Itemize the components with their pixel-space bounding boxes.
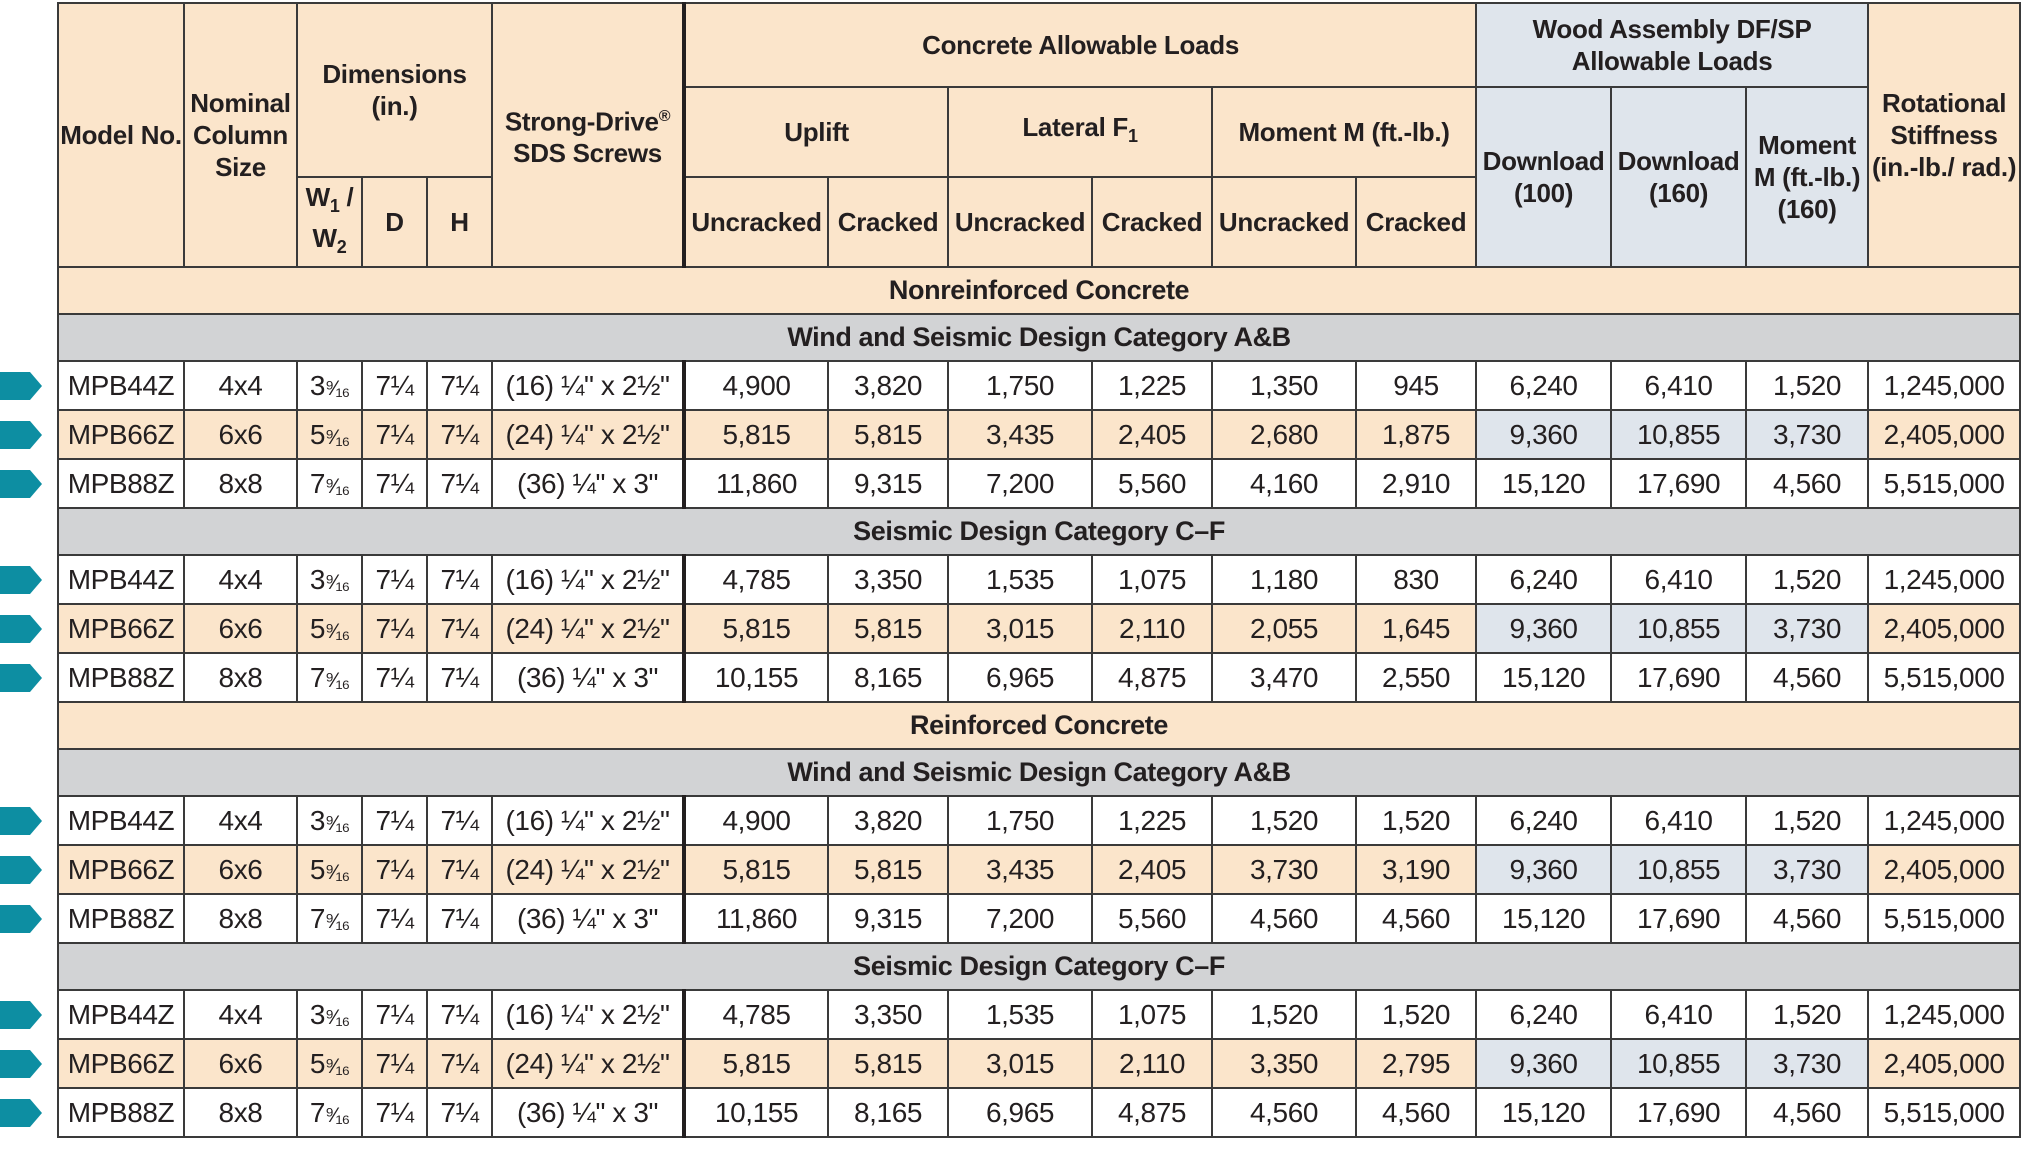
lateral-uncracked-cell: 6,965 xyxy=(948,1088,1092,1137)
uplift-cracked-cell: 9,315 xyxy=(828,459,948,508)
moment-wood-cell: 1,520 xyxy=(1746,796,1868,845)
moment-uncracked-cell: 4,160 xyxy=(1212,459,1356,508)
download-160-cell: 17,690 xyxy=(1611,459,1746,508)
lateral-cracked-cell: 2,110 xyxy=(1092,1039,1212,1088)
lateral-uncracked-cell: 7,200 xyxy=(948,894,1092,943)
category-heading-row xyxy=(58,943,2020,990)
model-cell: MPB66Z xyxy=(58,845,184,894)
width-whole: 3 xyxy=(309,998,326,1030)
table-row xyxy=(58,555,2020,604)
download-100-cell: 15,120 xyxy=(1476,894,1611,943)
uplift-cracked-cell: 3,350 xyxy=(828,555,948,604)
row-marker-arrow-icon xyxy=(0,1001,42,1029)
size-cell: 6x6 xyxy=(184,845,297,894)
size-cell: 8x8 xyxy=(184,1088,297,1137)
model-cell: MPB88Z xyxy=(58,894,184,943)
table-row xyxy=(58,604,2020,653)
download-160-cell: 6,410 xyxy=(1611,555,1746,604)
lateral-uncracked-cell: 1,535 xyxy=(948,990,1092,1039)
width-fraction: ⁹⁄₁₆ xyxy=(325,1005,350,1029)
width-cell xyxy=(297,653,362,702)
moment-wood-cell: 4,560 xyxy=(1746,1088,1868,1137)
download-160-cell: 17,690 xyxy=(1611,1088,1746,1137)
size-cell: 8x8 xyxy=(184,894,297,943)
size-cell: 4x4 xyxy=(184,990,297,1039)
header-d: D xyxy=(362,177,427,267)
height-cell: 7¼ xyxy=(427,796,492,845)
uplift-uncracked-cell: 5,815 xyxy=(684,845,828,894)
width-fraction: ⁹⁄₁₆ xyxy=(325,668,350,692)
model-cell: MPB88Z xyxy=(58,653,184,702)
width-fraction: ⁹⁄₁₆ xyxy=(325,376,350,400)
screws-cell: (36) ¼" x 3" xyxy=(492,894,684,943)
moment-cracked-cell: 2,910 xyxy=(1356,459,1476,508)
width-whole: 7 xyxy=(309,467,326,499)
header-concrete-allowable-loads: Concrete Allowable Loads xyxy=(684,3,1476,87)
table-row xyxy=(58,990,2020,1039)
download-160-cell: 17,690 xyxy=(1611,653,1746,702)
moment-cracked-cell: 2,550 xyxy=(1356,653,1476,702)
download-160-cell: 10,855 xyxy=(1611,410,1746,459)
height-cell: 7¼ xyxy=(427,653,492,702)
width-fraction: ⁹⁄₁₆ xyxy=(325,570,350,594)
header-lateral-uncracked: Uncracked xyxy=(948,177,1092,267)
width-cell xyxy=(297,459,362,508)
moment-uncracked-cell: 4,560 xyxy=(1212,1088,1356,1137)
moment-uncracked-cell: 2,055 xyxy=(1212,604,1356,653)
moment-wood-cell: 1,520 xyxy=(1746,361,1868,410)
moment-uncracked-cell: 3,350 xyxy=(1212,1039,1356,1088)
width-whole: 7 xyxy=(309,902,326,934)
section-heading-row xyxy=(58,267,2020,314)
header-wood-assembly-loads: Wood Assembly DF/SP Allowable Loads xyxy=(1476,3,1868,87)
depth-cell: 7¼ xyxy=(362,1088,427,1137)
uplift-cracked-cell: 8,165 xyxy=(828,1088,948,1137)
lateral-cracked-cell: 5,560 xyxy=(1092,894,1212,943)
screws-cell: (24) ¼" x 2½" xyxy=(492,410,684,459)
lateral-uncracked-cell: 1,750 xyxy=(948,796,1092,845)
moment-uncracked-cell: 1,520 xyxy=(1212,990,1356,1039)
moment-uncracked-cell: 1,350 xyxy=(1212,361,1356,410)
depth-cell: 7¼ xyxy=(362,459,427,508)
download-160-cell: 10,855 xyxy=(1611,1039,1746,1088)
moment-cracked-cell: 3,190 xyxy=(1356,845,1476,894)
header-moment-concrete: Moment M (ft.-lb.) xyxy=(1212,87,1476,177)
rotational-stiffness-cell: 1,245,000 xyxy=(1868,990,2020,1039)
header-uplift-cracked: Cracked xyxy=(828,177,948,267)
screws-cell: (16) ¼" x 2½" xyxy=(492,990,684,1039)
row-marker-arrow-icon xyxy=(0,1099,42,1127)
moment-cracked-cell: 2,795 xyxy=(1356,1039,1476,1088)
uplift-cracked-cell: 5,815 xyxy=(828,410,948,459)
uplift-cracked-cell: 3,820 xyxy=(828,796,948,845)
depth-cell: 7¼ xyxy=(362,796,427,845)
depth-cell: 7¼ xyxy=(362,894,427,943)
width-cell xyxy=(297,845,362,894)
download-100-cell: 15,120 xyxy=(1476,653,1611,702)
rotational-stiffness-cell: 1,245,000 xyxy=(1868,555,2020,604)
registered-mark: ® xyxy=(658,107,671,125)
row-marker-arrow-icon xyxy=(0,1050,42,1078)
screws-cell: (16) ¼" x 2½" xyxy=(492,361,684,410)
moment-cracked-cell: 945 xyxy=(1356,361,1476,410)
rotational-stiffness-cell: 5,515,000 xyxy=(1868,459,2020,508)
screws-cell: (16) ¼" x 2½" xyxy=(492,796,684,845)
row-marker-arrow-icon xyxy=(0,664,42,692)
width-whole: 5 xyxy=(309,853,326,885)
width-whole: 7 xyxy=(309,661,326,693)
uplift-uncracked-cell: 4,900 xyxy=(684,361,828,410)
load-table-container xyxy=(57,2,2019,1138)
model-cell: MPB88Z xyxy=(58,1088,184,1137)
depth-cell: 7¼ xyxy=(362,990,427,1039)
moment-cracked-cell: 830 xyxy=(1356,555,1476,604)
lateral-cracked-cell: 2,405 xyxy=(1092,410,1212,459)
width-whole: 5 xyxy=(309,418,326,450)
lateral-cracked-cell: 2,110 xyxy=(1092,604,1212,653)
header-moment-uncracked: Uncracked xyxy=(1212,177,1356,267)
uplift-uncracked-cell: 5,815 xyxy=(684,604,828,653)
rotational-stiffness-cell: 1,245,000 xyxy=(1868,796,2020,845)
uplift-uncracked-cell: 5,815 xyxy=(684,1039,828,1088)
header-screws-label: SDS Screws xyxy=(513,138,662,169)
rotational-stiffness-cell: 5,515,000 xyxy=(1868,894,2020,943)
moment-wood-cell: 1,520 xyxy=(1746,990,1868,1039)
moment-uncracked-cell: 3,730 xyxy=(1212,845,1356,894)
uplift-uncracked-cell: 10,155 xyxy=(684,1088,828,1137)
lateral-cracked-cell: 1,075 xyxy=(1092,990,1212,1039)
height-cell: 7¼ xyxy=(427,1088,492,1137)
width-cell xyxy=(297,894,362,943)
uplift-uncracked-cell: 4,900 xyxy=(684,796,828,845)
row-marker-arrow-icon xyxy=(0,905,42,933)
height-cell: 7¼ xyxy=(427,410,492,459)
depth-cell: 7¼ xyxy=(362,604,427,653)
rotational-stiffness-cell: 2,405,000 xyxy=(1868,410,2020,459)
download-100-cell: 6,240 xyxy=(1476,555,1611,604)
header-w1-w2: $W_1 / W_2$ xyxy=(297,177,362,267)
size-cell: 6x6 xyxy=(184,604,297,653)
download-160-cell: 6,410 xyxy=(1611,361,1746,410)
screws-cell: (16) ¼" x 2½" xyxy=(492,555,684,604)
header-lateral-label: Lateral F xyxy=(1022,112,1128,143)
screws-cell: (24) ¼" x 2½" xyxy=(492,845,684,894)
row-marker-arrow-icon xyxy=(0,421,42,449)
section-heading: Nonreinforced Concrete xyxy=(58,267,2020,314)
depth-cell: 7¼ xyxy=(362,845,427,894)
table-row xyxy=(58,459,2020,508)
table-body xyxy=(58,267,2020,1137)
header-sds-screws xyxy=(492,3,684,267)
screws-cell: (24) ¼" x 2½" xyxy=(492,1039,684,1088)
screws-cell: (36) ¼" x 3" xyxy=(492,459,684,508)
height-cell: 7¼ xyxy=(427,894,492,943)
width-fraction: ⁹⁄₁₆ xyxy=(325,425,350,449)
download-100-cell: 15,120 xyxy=(1476,1088,1611,1137)
moment-cracked-cell: 4,560 xyxy=(1356,894,1476,943)
row-marker-arrow-icon xyxy=(0,856,42,884)
lateral-cracked-cell: 5,560 xyxy=(1092,459,1212,508)
width-fraction: ⁹⁄₁₆ xyxy=(325,619,350,643)
uplift-uncracked-cell: 11,860 xyxy=(684,459,828,508)
row-marker-arrow-icon xyxy=(0,470,42,498)
header-uplift: Uplift xyxy=(684,87,948,177)
row-marker-arrow-icon xyxy=(0,372,42,400)
width-whole: 5 xyxy=(309,1047,326,1079)
size-cell: 6x6 xyxy=(184,1039,297,1088)
width-cell xyxy=(297,361,362,410)
header-nominal-column-size: Nominal Column Size xyxy=(184,3,297,267)
width-whole: 7 xyxy=(309,1096,326,1128)
model-cell: MPB66Z xyxy=(58,410,184,459)
height-cell: 7¼ xyxy=(427,990,492,1039)
width-whole: 3 xyxy=(309,369,326,401)
uplift-cracked-cell: 9,315 xyxy=(828,894,948,943)
download-100-cell: 15,120 xyxy=(1476,459,1611,508)
moment-cracked-cell: 1,875 xyxy=(1356,410,1476,459)
uplift-uncracked-cell: 4,785 xyxy=(684,555,828,604)
uplift-uncracked-cell: 10,155 xyxy=(684,653,828,702)
width-cell xyxy=(297,1088,362,1137)
model-cell: MPB66Z xyxy=(58,604,184,653)
table-row xyxy=(58,1039,2020,1088)
size-cell: 8x8 xyxy=(184,653,297,702)
model-cell: MPB44Z xyxy=(58,361,184,410)
lateral-cracked-cell: 4,875 xyxy=(1092,653,1212,702)
moment-wood-cell: 4,560 xyxy=(1746,653,1868,702)
download-100-cell: 9,360 xyxy=(1476,604,1611,653)
table-row xyxy=(58,653,2020,702)
height-cell: 7¼ xyxy=(427,604,492,653)
row-marker-arrow-icon xyxy=(0,566,42,594)
category-heading: Wind and Seismic Design Category A&B xyxy=(58,749,2020,796)
category-heading: Seismic Design Category C–F xyxy=(58,508,2020,555)
download-160-cell: 10,855 xyxy=(1611,845,1746,894)
screws-cell: (36) ¼" x 3" xyxy=(492,653,684,702)
width-fraction: ⁹⁄₁₆ xyxy=(325,1054,350,1078)
width-cell xyxy=(297,1039,362,1088)
model-cell: MPB66Z xyxy=(58,1039,184,1088)
moment-cracked-cell: 1,520 xyxy=(1356,990,1476,1039)
depth-cell: 7¼ xyxy=(362,1039,427,1088)
table-row xyxy=(58,410,2020,459)
allowable-loads-table xyxy=(57,2,2021,1138)
moment-wood-cell: 4,560 xyxy=(1746,894,1868,943)
moment-wood-cell: 1,520 xyxy=(1746,555,1868,604)
width-fraction: ⁹⁄₁₆ xyxy=(325,860,350,884)
model-cell: MPB44Z xyxy=(58,990,184,1039)
width-cell xyxy=(297,990,362,1039)
rotational-stiffness-cell: 2,405,000 xyxy=(1868,604,2020,653)
moment-cracked-cell: 1,645 xyxy=(1356,604,1476,653)
rotational-stiffness-cell: 2,405,000 xyxy=(1868,1039,2020,1088)
table-row xyxy=(58,361,2020,410)
uplift-cracked-cell: 5,815 xyxy=(828,604,948,653)
moment-cracked-cell: 1,520 xyxy=(1356,796,1476,845)
download-100-cell: 6,240 xyxy=(1476,361,1611,410)
height-cell: 7¼ xyxy=(427,1039,492,1088)
lateral-uncracked-cell: 3,015 xyxy=(948,1039,1092,1088)
uplift-cracked-cell: 8,165 xyxy=(828,653,948,702)
header-lateral-cracked: Cracked xyxy=(1092,177,1212,267)
width-cell xyxy=(297,410,362,459)
lateral-uncracked-cell: 3,435 xyxy=(948,410,1092,459)
moment-wood-cell: 4,560 xyxy=(1746,459,1868,508)
depth-cell: 7¼ xyxy=(362,555,427,604)
lateral-uncracked-cell: 1,535 xyxy=(948,555,1092,604)
header-moment-cracked: Cracked xyxy=(1356,177,1476,267)
screws-cell: (24) ¼" x 2½" xyxy=(492,604,684,653)
height-cell: 7¼ xyxy=(427,845,492,894)
lateral-cracked-cell: 1,075 xyxy=(1092,555,1212,604)
header-download-160: Download (160) xyxy=(1611,87,1746,267)
header-lateral xyxy=(948,87,1212,177)
width-cell xyxy=(297,604,362,653)
model-cell: MPB44Z xyxy=(58,796,184,845)
moment-uncracked-cell: 1,520 xyxy=(1212,796,1356,845)
table-row xyxy=(58,1088,2020,1137)
download-160-cell: 17,690 xyxy=(1611,894,1746,943)
row-marker-arrow-icon xyxy=(0,615,42,643)
screws-cell: (36) ¼" x 3" xyxy=(492,1088,684,1137)
header-h: H xyxy=(427,177,492,267)
width-fraction: ⁹⁄₁₆ xyxy=(325,1103,350,1127)
width-fraction: ⁹⁄₁₆ xyxy=(325,811,350,835)
lateral-uncracked-cell: 3,435 xyxy=(948,845,1092,894)
row-marker-arrow-icon xyxy=(0,807,42,835)
section-heading: Reinforced Concrete xyxy=(58,702,2020,749)
uplift-cracked-cell: 5,815 xyxy=(828,845,948,894)
uplift-uncracked-cell: 4,785 xyxy=(684,990,828,1039)
category-heading-row xyxy=(58,749,2020,796)
lateral-cracked-cell: 4,875 xyxy=(1092,1088,1212,1137)
size-cell: 4x4 xyxy=(184,555,297,604)
width-fraction: ⁹⁄₁₆ xyxy=(325,474,350,498)
size-cell: 6x6 xyxy=(184,410,297,459)
lateral-uncracked-cell: 6,965 xyxy=(948,653,1092,702)
lateral-uncracked-cell: 3,015 xyxy=(948,604,1092,653)
rotational-stiffness-cell: 5,515,000 xyxy=(1868,653,2020,702)
lateral-cracked-cell: 1,225 xyxy=(1092,796,1212,845)
header-uplift-uncracked: Uncracked xyxy=(684,177,828,267)
download-100-cell: 9,360 xyxy=(1476,1039,1611,1088)
model-cell: MPB88Z xyxy=(58,459,184,508)
lateral-uncracked-cell: 1,750 xyxy=(948,361,1092,410)
width-whole: 5 xyxy=(309,612,326,644)
moment-uncracked-cell: 3,470 xyxy=(1212,653,1356,702)
download-100-cell: 9,360 xyxy=(1476,845,1611,894)
download-100-cell: 6,240 xyxy=(1476,796,1611,845)
section-heading-row xyxy=(58,702,2020,749)
height-cell: 7¼ xyxy=(427,459,492,508)
download-100-cell: 9,360 xyxy=(1476,410,1611,459)
download-160-cell: 10,855 xyxy=(1611,604,1746,653)
uplift-uncracked-cell: 5,815 xyxy=(684,410,828,459)
moment-cracked-cell: 4,560 xyxy=(1356,1088,1476,1137)
header-lateral-sub: 1 xyxy=(1128,126,1138,147)
uplift-uncracked-cell: 11,860 xyxy=(684,894,828,943)
header-screws-brand: Strong-Drive xyxy=(504,106,659,137)
table-row xyxy=(58,796,2020,845)
moment-uncracked-cell: 1,180 xyxy=(1212,555,1356,604)
category-heading: Seismic Design Category C–F xyxy=(58,943,2020,990)
height-cell: 7¼ xyxy=(427,555,492,604)
header-model-no: Model No. xyxy=(58,3,184,267)
header-moment-wood: Moment M (ft.-lb.) (160) xyxy=(1746,87,1868,267)
uplift-cracked-cell: 3,350 xyxy=(828,990,948,1039)
moment-uncracked-cell: 2,680 xyxy=(1212,410,1356,459)
size-cell: 4x4 xyxy=(184,361,297,410)
rotational-stiffness-cell: 5,515,000 xyxy=(1868,1088,2020,1137)
size-cell: 8x8 xyxy=(184,459,297,508)
lateral-uncracked-cell: 7,200 xyxy=(948,459,1092,508)
moment-wood-cell: 3,730 xyxy=(1746,845,1868,894)
moment-wood-cell: 3,730 xyxy=(1746,410,1868,459)
size-cell: 4x4 xyxy=(184,796,297,845)
header-dimensions: Dimensions (in.) xyxy=(297,3,492,177)
moment-wood-cell: 3,730 xyxy=(1746,604,1868,653)
lateral-cracked-cell: 1,225 xyxy=(1092,361,1212,410)
model-cell: MPB44Z xyxy=(58,555,184,604)
rotational-stiffness-cell: 1,245,000 xyxy=(1868,361,2020,410)
height-cell: 7¼ xyxy=(427,361,492,410)
width-fraction: ⁹⁄₁₆ xyxy=(325,909,350,933)
download-160-cell: 6,410 xyxy=(1611,990,1746,1039)
depth-cell: 7¼ xyxy=(362,361,427,410)
header-download-100: Download (100) xyxy=(1476,87,1611,267)
header-rotational-stiffness: Rotational Stiffness (in.-lb./ rad.) xyxy=(1868,3,2020,267)
depth-cell: 7¼ xyxy=(362,410,427,459)
uplift-cracked-cell: 3,820 xyxy=(828,361,948,410)
moment-wood-cell: 3,730 xyxy=(1746,1039,1868,1088)
download-160-cell: 6,410 xyxy=(1611,796,1746,845)
width-whole: 3 xyxy=(309,563,326,595)
depth-cell: 7¼ xyxy=(362,653,427,702)
width-whole: 3 xyxy=(309,804,326,836)
width-cell xyxy=(297,555,362,604)
table-row xyxy=(58,845,2020,894)
category-heading-row xyxy=(58,314,2020,361)
category-heading-row xyxy=(58,508,2020,555)
lateral-cracked-cell: 2,405 xyxy=(1092,845,1212,894)
table-row xyxy=(58,894,2020,943)
width-cell xyxy=(297,796,362,845)
rotational-stiffness-cell: 2,405,000 xyxy=(1868,845,2020,894)
category-heading: Wind and Seismic Design Category A&B xyxy=(58,314,2020,361)
download-100-cell: 6,240 xyxy=(1476,990,1611,1039)
moment-uncracked-cell: 4,560 xyxy=(1212,894,1356,943)
uplift-cracked-cell: 5,815 xyxy=(828,1039,948,1088)
